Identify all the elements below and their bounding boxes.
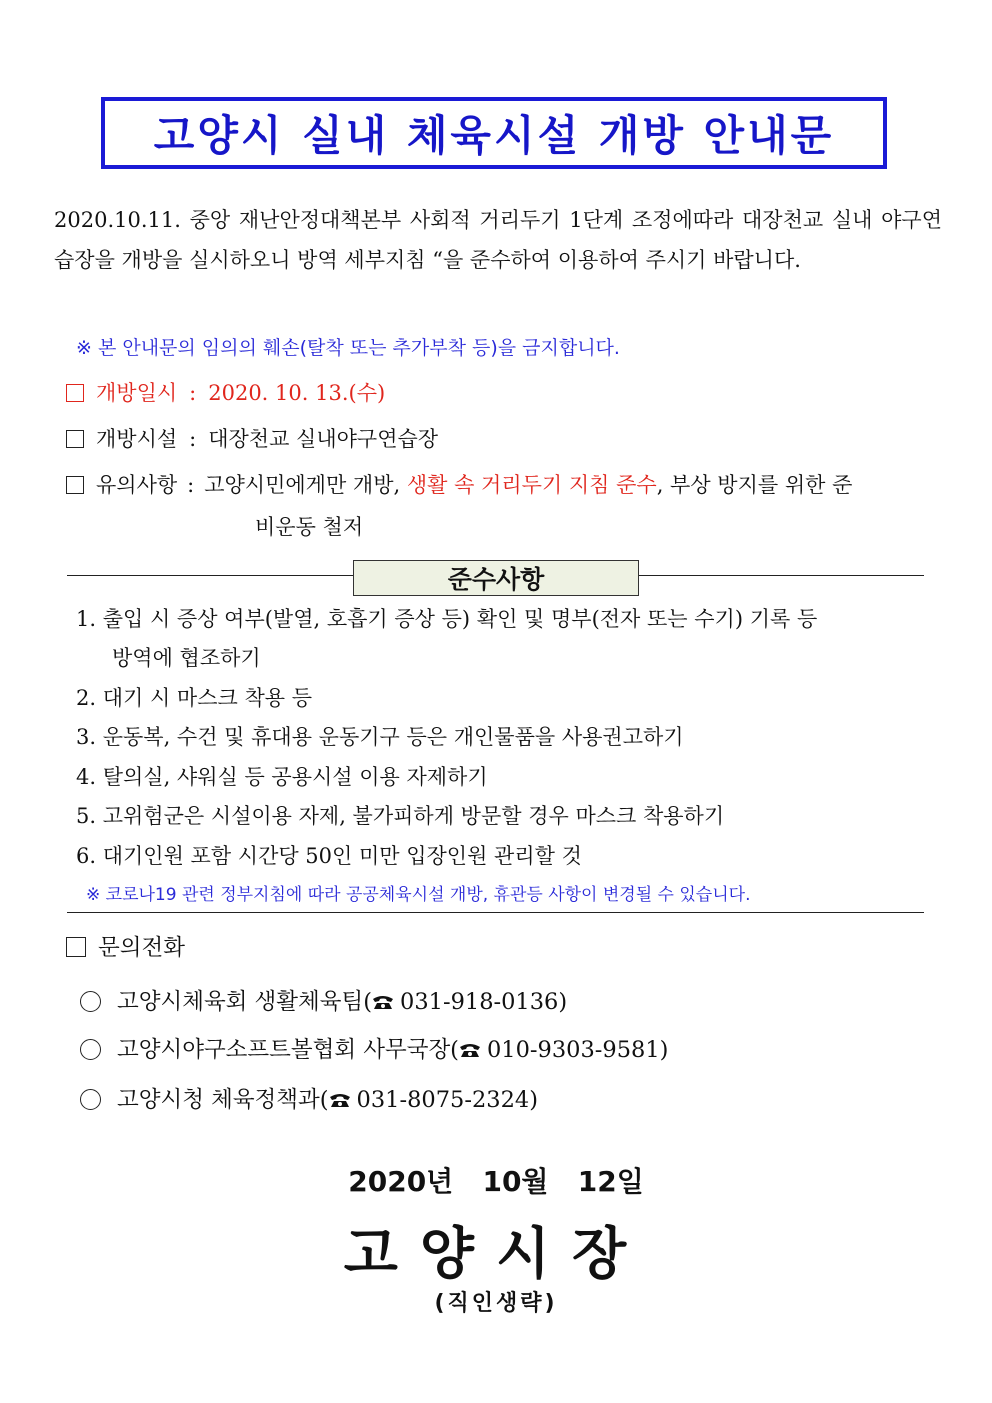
- open-date-row: [66, 377, 385, 407]
- checkbox-icon: [66, 937, 86, 957]
- contact-heading-row: [66, 930, 185, 962]
- issuer-name: 고양시장: [343, 1222, 649, 1287]
- rule-item-2: 2. 대기 시 마스크 착용 등: [76, 686, 312, 710]
- rule-item-4: 4. 탈의실, 샤워실 등 공용시설 이용 자제하기: [76, 765, 488, 789]
- tamper-notice: ※ 본 안내문의 임의의 훼손(탈착 또는 추가부착 등)을 금지합니다.: [76, 337, 620, 359]
- caution-text-1: 고양시민에게만 개방,: [204, 473, 407, 497]
- checkbox-icon: [66, 430, 84, 448]
- circle-bullet-icon: [80, 1039, 101, 1060]
- title-box: [101, 97, 887, 169]
- contact-entry: [80, 984, 567, 1016]
- circle-bullet-icon: [80, 1089, 101, 1110]
- contact-heading: 문의전화: [98, 935, 185, 961]
- circle-bullet-icon: [80, 991, 101, 1012]
- separator: :: [189, 381, 197, 405]
- facility-value: 대장천교 실내야구연습장: [208, 427, 439, 451]
- checkbox-icon: [66, 476, 84, 494]
- contact-phone: 010-9303-9581): [486, 1037, 669, 1063]
- seal-omitted-note: (직인생략): [434, 1291, 558, 1316]
- open-date-value: 2020. 10. 13.(수): [208, 381, 386, 405]
- contact-phone: 031-918-0136): [400, 989, 568, 1015]
- rule-item-1-cont: 방역에 협조하기: [112, 646, 261, 670]
- contact-entry: [80, 1082, 538, 1114]
- page-title: 고양시 실내 체육시설 개방 안내문: [153, 111, 835, 160]
- rules-heading: 준수사항: [353, 560, 639, 596]
- divider-line-bottom: [67, 912, 924, 913]
- telephone-icon: [459, 1042, 481, 1058]
- telephone-icon: [372, 994, 394, 1010]
- facility-label: 개방시설: [96, 427, 178, 451]
- contact-org: 고양시야구소프트볼협회 사무국장(: [117, 1037, 459, 1063]
- rule-item-3: 3. 운동복, 수건 및 휴대용 운동기구 등은 개인물품을 사용권고하기: [76, 725, 684, 749]
- contact-entry: [80, 1032, 668, 1064]
- contact-org: 고양시체육회 생활체육팀(: [117, 989, 373, 1015]
- checkbox-icon: [66, 384, 84, 402]
- contact-org: 고양시청 체육정책과(: [117, 1087, 329, 1113]
- open-date-label: 개방일시: [96, 381, 178, 405]
- facility-row: [66, 423, 438, 453]
- rule-item-5: 5. 고위험군은 시설이용 자제, 불가피하게 방문할 경우 마스크 착용하기: [76, 804, 725, 828]
- caution-line-2: 비운동 철저: [255, 515, 364, 539]
- telephone-icon: [329, 1092, 351, 1108]
- caution-label: 유의사항: [96, 473, 178, 497]
- caution-row: [66, 469, 852, 499]
- separator: :: [187, 473, 195, 497]
- issue-date: 2020년 10월 12일: [348, 1165, 644, 1198]
- separator: :: [189, 427, 197, 451]
- intro-paragraph: 2020.10.11. 중앙 재난안정대책본부 사회적 거리두기 1단계 조정에따라 대장천교 실내 야구연습장을 개방을 실시하오니 방역 세부지침 “을 준수하여 이용하여 주시기 바랍니다.: [54, 208, 942, 272]
- rule-item-1: 1. 출입 시 증상 여부(발열, 호흡기 증상 등) 확인 및 명부(전자 또는 수기) 기록 등: [76, 607, 818, 631]
- caution-text-red: 생활 속 거리두기 지침 준수: [406, 473, 657, 497]
- caution-text-3: , 부상 방지를 위한 준: [656, 473, 853, 497]
- contact-phone: 031-8075-2324): [356, 1087, 538, 1113]
- covid-note: ※ 코로나19 관련 정부지침에 따라 공공체육시설 개방, 휴관등 사항이 변경될 수 있습니다.: [86, 885, 751, 905]
- rule-item-6: 6. 대기인원 포함 시간당 50인 미만 입장인원 관리할 것: [76, 844, 582, 868]
